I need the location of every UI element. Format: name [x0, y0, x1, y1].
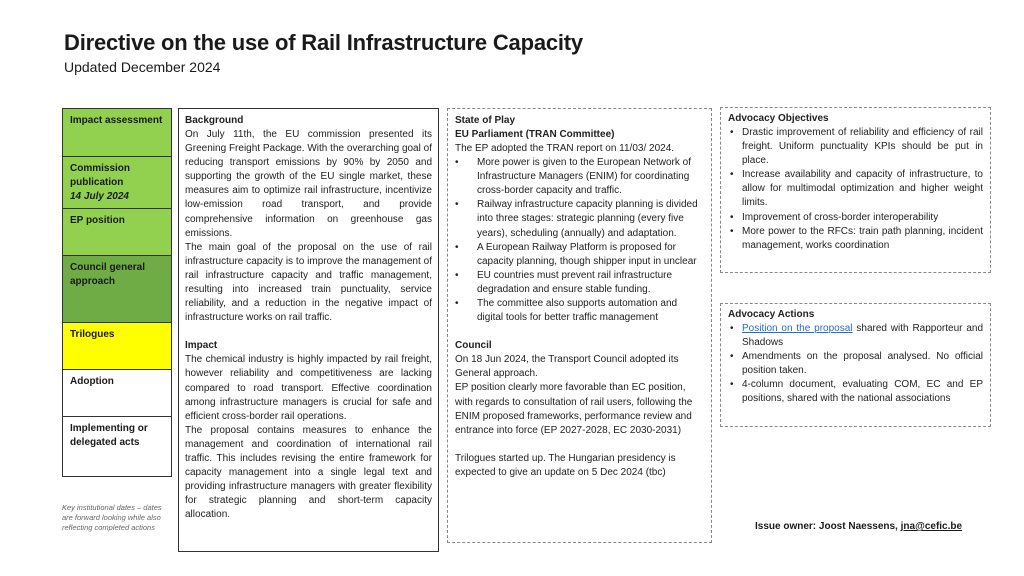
trilogues-paragraph: Trilogues started up. The Hungarian presidency is expected to give an update on 5 Dec 2024 (tbc): [455, 452, 676, 478]
page-title: Directive on the use of Rail Infrastructure Capacity: [64, 30, 583, 55]
bullet-icon: •: [730, 351, 734, 363]
background-heading: Background: [185, 115, 244, 126]
actions-heading: Advocacy Actions: [728, 309, 815, 320]
bullet-icon: •: [455, 241, 459, 253]
stage-label: Council general approach: [70, 262, 146, 287]
council-paragraph: EP position clearly more favorable than EC position, with regards to consultation of rail users, following the ENIM proposed frameworks, performance review and entrance into force (EP 2027-2028, EC 2030-2031): [455, 382, 693, 436]
stage-label: Adoption: [70, 376, 114, 387]
bullet-icon: •: [730, 379, 734, 391]
position-link[interactable]: Position on the proposal: [742, 323, 853, 334]
ep-heading: EU Parliament (TRAN Committee): [455, 129, 615, 140]
list-item: • Improvement of cross-border interoperability: [728, 211, 983, 225]
advocacy-actions-panel: [720, 303, 991, 427]
owner-label: Issue owner: Joost Naessens,: [755, 521, 901, 532]
advocacy-objectives-panel: [720, 107, 991, 273]
actions-list: [728, 322, 983, 407]
stage-adoption: [63, 370, 171, 417]
bullet-icon: •: [455, 157, 459, 169]
list-item: • 4-column document, evaluating COM, EC and EP positions, shared with the national associations: [730, 379, 983, 405]
owner-email-link[interactable]: jna@cefic.be: [900, 521, 963, 532]
stage-label: Impact assessment: [70, 115, 163, 126]
bullet-icon: •: [730, 127, 734, 138]
background-paragraph: On July 11th, the EU commission presented its Greening Freight Package. With the overarching goal of reducing transport emissions by 90% by 2050 and supporting the growth of the EU single market, these measures aim to optimize rail infrastructure, incentivize low-emission road transport, and provide comprehensive information on greenhouse gas emissions.: [185, 129, 432, 239]
stage-label: Trilogues: [70, 329, 115, 340]
list-item: • Increase availability and capacity of infrastructure, to allow for multimodal optimization and higher weight limits.: [730, 169, 983, 209]
list-item: • More power to the RFCs: train path planning, incident management, works coordination: [730, 225, 983, 251]
impact-heading: Impact: [185, 340, 218, 352]
bullet-icon: •: [455, 298, 459, 310]
bullet-icon: •: [730, 225, 734, 237]
council-heading: Council: [455, 340, 492, 352]
objectives-heading: Advocacy Objectives: [728, 113, 829, 124]
ep-bullet-list: [455, 156, 704, 325]
bullet-icon: •: [730, 211, 734, 223]
list-item: • EU countries must prevent rail infrastructure degradation and ensure stable funding.: [455, 269, 673, 295]
list-item: • Position on the proposal shared with Rapporteur and Shadows: [730, 323, 984, 349]
bullet-icon: •: [730, 169, 734, 181]
list-item: • Drastic improvement of reliability and efficiency of rail freight. Uniform punctuality KPIs should be put in place.: [730, 127, 983, 167]
ep-intro: The EP adopted the TRAN report on 11/03/ 2024.: [455, 143, 675, 154]
stage-ep-position: [63, 209, 171, 256]
stage-label: EP position: [70, 215, 125, 226]
list-item: • The committee also supports automation and digital tools for better traffic management: [455, 298, 678, 324]
bullet-icon: •: [455, 269, 459, 281]
stage-timeline: [62, 108, 172, 477]
stage-trilogues: [63, 323, 171, 370]
state-of-play-panel: [447, 108, 712, 543]
list-item: • More power is given to the European Network of Infrastructure Managers (ENIM) for coordinating cross-border capacity and traffic.: [455, 157, 691, 197]
stage-label: Commission publication: [70, 163, 131, 188]
page-subtitle: Updated December 2024: [64, 59, 221, 75]
background-paragraph: The main goal of the proposal on the use of rail infrastructure capacity is to improve the management of rail infrastructure capacity and traffic management, resulting into increased train punctuality, service reliability, and a reduction in the negative impact of infrastructure works on rail traffic.: [185, 241, 432, 324]
stage-impact-assessment: [63, 109, 171, 157]
stage-commission-publication: [63, 157, 171, 209]
background-panel: [178, 108, 439, 552]
impact-paragraph: The chemical industry is highly impacted by rail freight, however reliability and competitiveness are lacking compared to road transport. Effective coordination among infrastructure managers is crucial for safe and efficient cross-border rail operations.: [185, 354, 432, 422]
bullet-icon: •: [730, 323, 734, 334]
impact-paragraph: The proposal contains measures to enhance the management and coordination of international rail traffic. This includes revising the entire framework for capacity management into a single legal text and providing infrastructure managers with greater flexibility for strategic planning and short-term capacity allocation.: [185, 424, 432, 521]
list-item: • Railway infrastructure capacity planning is divided into three stages: strategic planning (every five years), scheduling (annually) and adaptation.: [455, 199, 698, 239]
list-item: • Amendments on the proposal analysed. No official position taken.: [730, 351, 983, 377]
stage-implementing-acts: [63, 417, 171, 476]
issue-owner: [755, 521, 962, 532]
list-item: • A European Railway Platform is proposed for capacity planning, though shipper input in unclear: [455, 241, 697, 267]
bullet-icon: •: [455, 199, 459, 211]
key-dates-note: Key institutional dates – dates are forward looking while also reflecting completed actions: [62, 503, 162, 532]
stage-label: Implementing or delegated acts: [70, 423, 148, 448]
council-paragraph: On 18 Jun 2024, the Transport Council adopted its General approach.: [455, 354, 679, 380]
objectives-list: [728, 126, 983, 253]
state-of-play-heading: State of Play: [455, 115, 516, 126]
stage-date: 14 July 2024: [70, 191, 129, 202]
stage-council-general-approach: [63, 256, 171, 323]
